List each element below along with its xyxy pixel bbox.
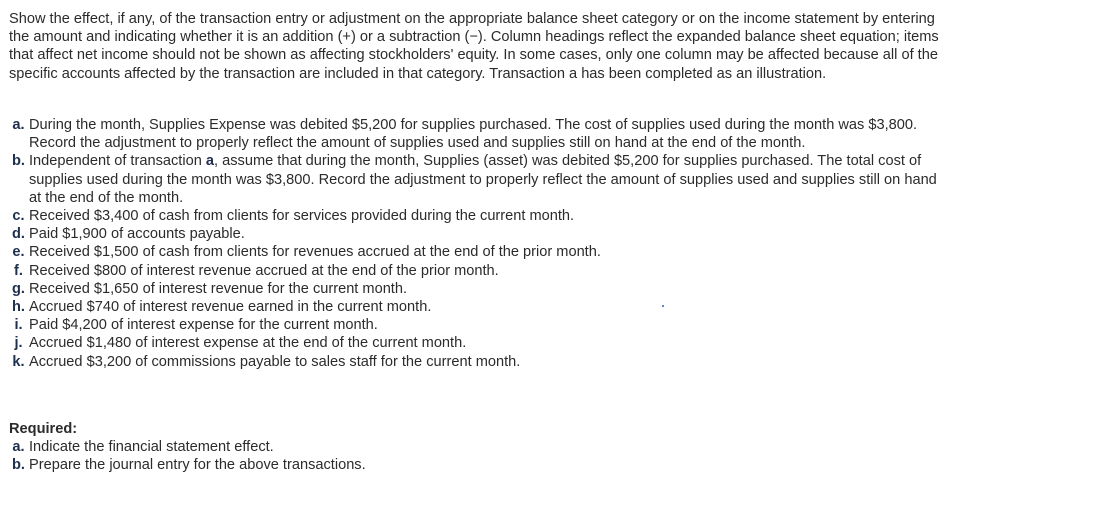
instructions-paragraph: Show the effect, if any, of the transaction entry or adjustment on the appropriate balance sheet category or on the income statement by entering the amount and indicating whether it is an addition (+) or a subtraction (−). Column headings reflect the expanded balance sheet equation; items that affect net income should not be shown as affecting stockholders' equity. In some cases, only one column may be affected because all of the specific accounts affected by the transaction are included in that category. Transaction a has been completed as an illustration. — [9, 11, 939, 82]
required-list — [8, 438, 366, 474]
item-text: Accrued $740 of interest revenue earned in the current month. — [29, 299, 432, 316]
item-text-part: , assume that during the month, Supplies (asset) was debited $5,200 for supplies purchased. The total cost of supplies used during the month was $3,800. Record the adjustment to properly reflect the amount of supplies used and supplies still on hand at the end of the month. — [29, 153, 937, 206]
item-letter: h. — [12, 299, 25, 316]
item-text: Received $1,500 of cash from clients for revenues accrued at the end of the prior month. — [29, 244, 601, 261]
item-letter: d. — [12, 226, 25, 243]
item-text: During the month, Supplies Expense was debited $5,200 for supplies purchased. The cost of supplies used during the month was $3,800. Record the adjustment to properly reflect the amount of supplies used and supplies still on hand at the end of the month. — [29, 117, 918, 152]
item-letter: c. — [12, 208, 25, 225]
transaction-reference: a — [205, 153, 215, 170]
item-letter: k. — [12, 353, 25, 370]
transaction-item-d — [8, 225, 953, 243]
item-text: Received $800 of interest revenue accrued at the end of the prior month. — [29, 262, 499, 279]
item-text: Accrued $3,200 of commissions payable to sales staff for the current month. — [29, 353, 521, 370]
stray-dot — [662, 305, 664, 307]
item-text: Indicate the financial statement effect. — [29, 439, 274, 455]
item-letter: a. — [12, 117, 25, 133]
transaction-item-e — [8, 243, 953, 261]
required-item-b — [8, 456, 366, 474]
item-text: Accrued $1,480 of interest expense at the end of the current month. — [29, 335, 467, 352]
transaction-item-b — [8, 152, 953, 207]
transaction-item-j — [8, 334, 953, 352]
item-text: Received $3,400 of cash from clients for services provided during the current month. — [29, 208, 575, 225]
item-text-part: Independent of transaction — [29, 153, 206, 170]
item-letter: g. — [12, 280, 25, 297]
item-letter: b. — [12, 457, 25, 474]
item-text: Paid $4,200 of interest expense for the current month. — [29, 317, 378, 334]
item-text: Paid $1,900 of accounts payable. — [29, 226, 245, 243]
item-text: Received $1,650 of interest revenue for the current month. — [29, 280, 408, 297]
item-letter: e. — [12, 244, 25, 261]
item-letter: i. — [14, 317, 23, 334]
item-letter: a. — [12, 439, 25, 455]
required-item-a — [8, 438, 366, 456]
transaction-list — [8, 116, 953, 371]
item-letter: b. — [12, 153, 25, 170]
transaction-item-k — [8, 353, 953, 371]
transaction-item-a — [8, 116, 953, 152]
transaction-item-h — [8, 298, 953, 316]
required-heading: Required: — [9, 421, 78, 437]
item-letter: j. — [14, 335, 23, 352]
item-letter: f. — [14, 262, 23, 279]
transaction-item-c — [8, 207, 953, 225]
transaction-item-f — [8, 262, 953, 280]
transaction-item-g — [8, 280, 953, 298]
item-text: Prepare the journal entry for the above transactions. — [29, 457, 366, 474]
item-text — [29, 152, 953, 207]
transaction-item-i — [8, 316, 953, 334]
